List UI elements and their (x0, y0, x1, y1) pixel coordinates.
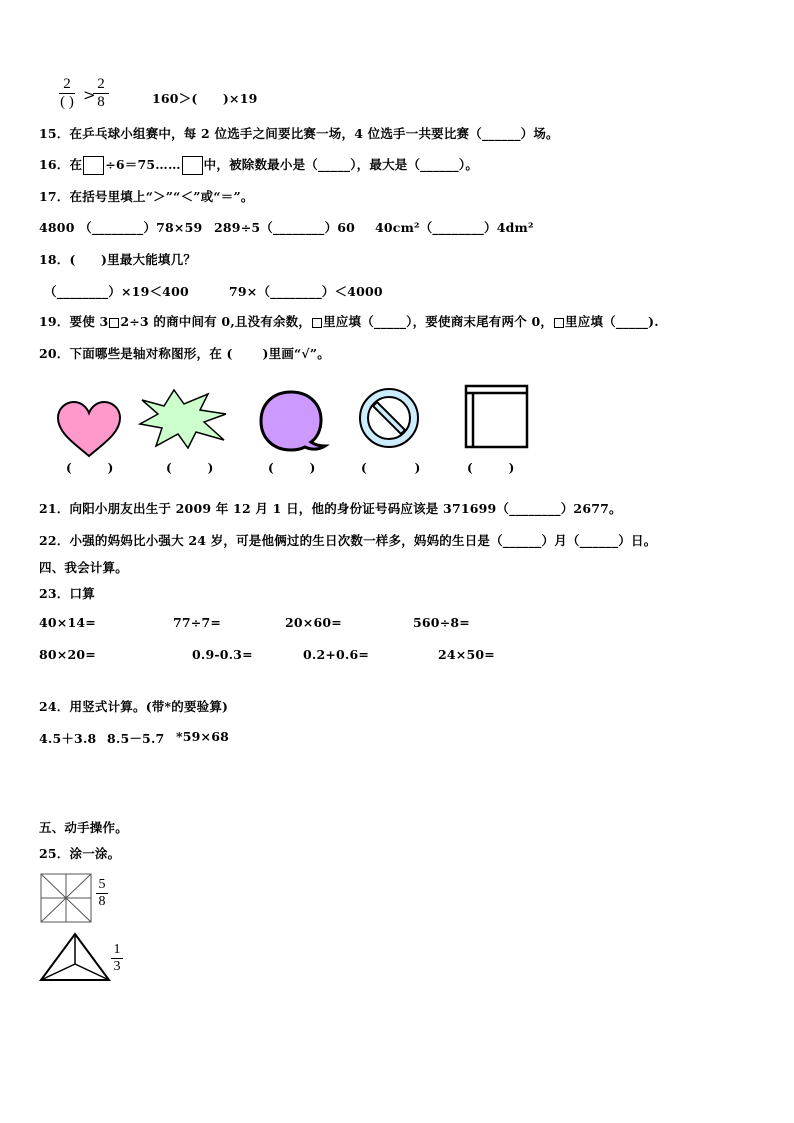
q17-item-2: 289÷5（________）60 (214, 220, 356, 235)
greater-sign: > (83, 86, 96, 104)
question-19: 19．要使 3 2÷3 的商中间有 0,且没有余数， 里应填（_____），要使商末尾有两个 0， 里应填（_____). (39, 314, 659, 329)
question-22: 22．小强的妈妈比小强大 24 岁，可是他俩过的生日次数一样多，妈妈的生日是（______）月（______）日。 (39, 533, 657, 548)
fraction-one-third (111, 942, 123, 975)
fraction-denominator: ( ) (60, 94, 74, 110)
question-18: 18．( )里最大能填几？ (39, 252, 197, 267)
blank-square (554, 318, 564, 328)
fraction-numerator: 2 (97, 76, 105, 92)
question-17: 17．在括号里填上“＞”“＜”或“＝”。 (39, 189, 254, 204)
calc-1-1: 40×14= (39, 615, 96, 630)
blank-square (109, 318, 119, 328)
q18-item-1: （________）×19＜400 (44, 284, 189, 299)
prohibition-sign-shape (357, 386, 421, 450)
fraction-denominator: 8 (97, 94, 105, 110)
question-21: 21．向阳小朋友出生于 2009 年 12 月 1 日，他的身份证号码应该是 371699（________）2677。 (39, 501, 622, 516)
calc-2-3: 0.2+0.6= (303, 647, 370, 662)
calc-1-4: 560÷8= (413, 615, 470, 630)
q24-item-3: *59×68 (176, 729, 230, 744)
fraction-denominator: 3 (113, 959, 121, 974)
blank-square (312, 318, 322, 328)
fraction-denominator: 8 (98, 894, 106, 909)
calc-2-2: 0.9-0.3= (192, 647, 253, 662)
heart-shape (55, 400, 123, 458)
triangle-thirds-figure (39, 932, 111, 982)
answer-paren-2[interactable]: ( ) (166, 461, 214, 475)
question-23: 23．口算 (39, 586, 95, 601)
question-25: 25．涂一涂。 (39, 846, 121, 861)
calc-2-1: 80×20= (39, 647, 96, 662)
calc-1-3: 20×60= (285, 615, 342, 630)
speech-bubble-shape (259, 390, 327, 454)
question-20: 20．下面哪些是轴对称图形，在 ( )里画“√”。 (39, 346, 330, 361)
answer-paren-5[interactable]: ( ) (467, 461, 515, 475)
q17-item-1: 4800 （________）78×59 (39, 220, 203, 235)
fraction-left (59, 76, 75, 111)
calc-1-2: 77÷7= (173, 615, 222, 630)
fraction-right (93, 76, 109, 111)
q24-item-2: 8.5－5.7 (107, 731, 165, 746)
question-24: 24．用竖式计算。(带*的要验算) (39, 699, 229, 714)
q17-item-3: 40cm²（________）4dm² (375, 220, 534, 235)
fraction-numerator: 2 (63, 76, 71, 92)
fraction-numerator: 5 (98, 877, 106, 892)
section-5-title: 五、动手操作。 (39, 820, 128, 835)
top-expression: 160＞( )×19 (152, 91, 258, 106)
fraction-five-eighths (96, 877, 108, 910)
square-lines-shape (464, 384, 530, 450)
fraction-numerator: 1 (113, 942, 121, 957)
starburst-shape (138, 388, 228, 450)
question-15: 15．在乒乓球小组赛中，每 2 位选手之间要比赛一场，4 位选手一共要比赛（______）场。 (39, 126, 559, 141)
blank-box (83, 156, 104, 175)
answer-paren-4[interactable]: ( ) (361, 461, 421, 475)
section-4-title: 四、我会计算。 (39, 560, 128, 575)
blank-box (182, 156, 203, 175)
q18-item-2: 79×（________）＜4000 (229, 284, 383, 299)
question-16: 16．在 ÷6＝75…… 中，被除数最小是（_____），最大是（______）。 (39, 155, 478, 175)
q24-item-1: 4.5＋3.8 (39, 731, 97, 746)
square-eighths-figure (40, 873, 92, 923)
answer-paren-3[interactable]: ( ) (268, 461, 316, 475)
calc-2-4: 24×50= (438, 647, 495, 662)
answer-paren-1[interactable]: ( ) (66, 461, 114, 475)
